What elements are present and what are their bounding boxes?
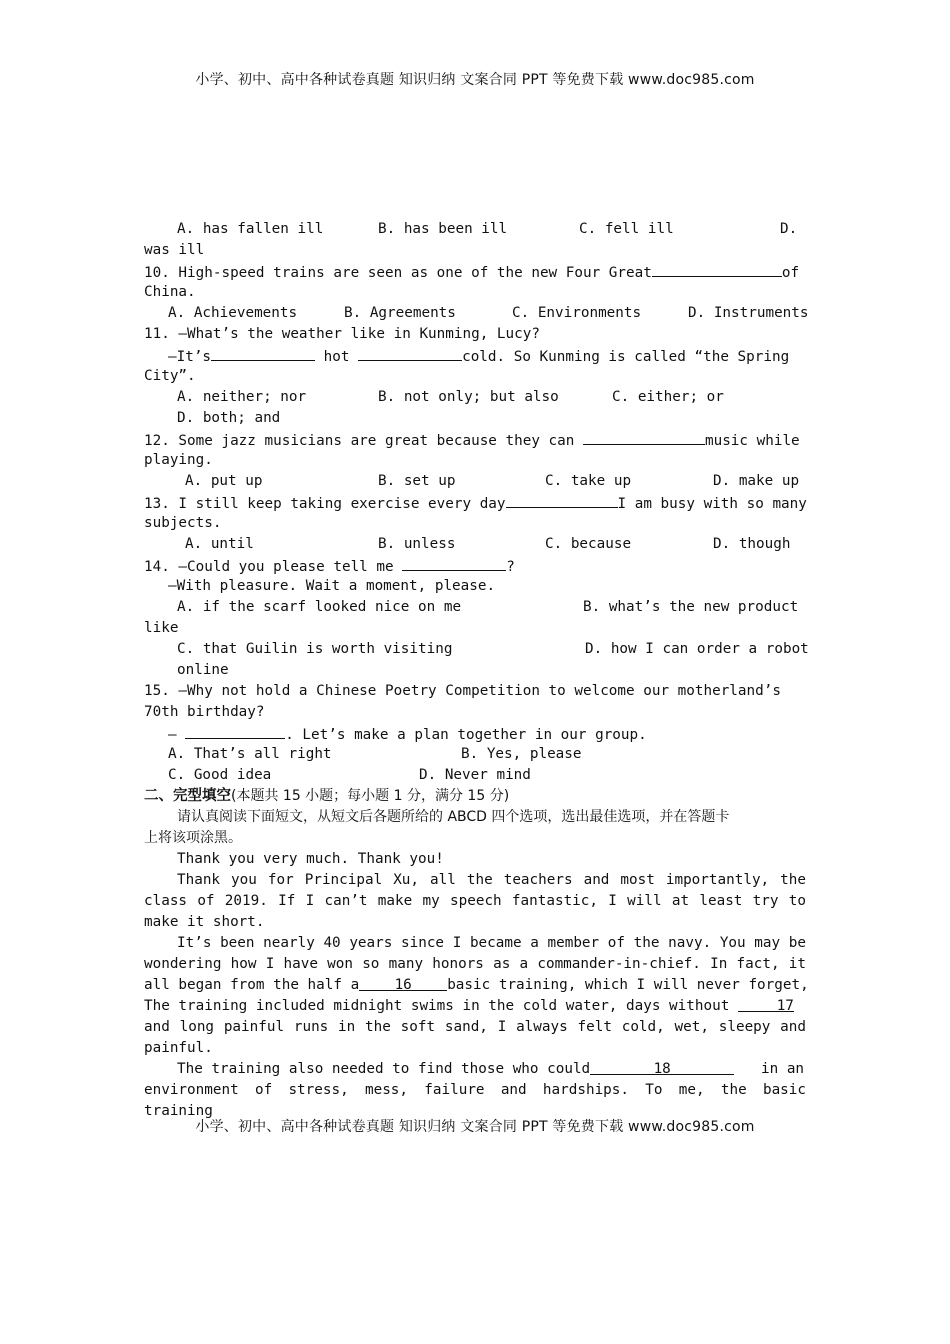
passage-p4-line2: environment of stress, mess, failure and hardships. To me, the basic training [144,1082,806,1119]
q15-stem-line1: 15. —Why not hold a Chinese Poetry Competition to welcome our motherland’s [144,683,781,699]
q14-stem-part-b: ? [506,559,515,575]
q10-stem-line2: China. [144,284,196,300]
section-2-heading [144,786,806,807]
passage-p3-line3 [144,975,809,996]
section-2-note: (本题共 15 小题；每小题 1 分，满分 15 分) [231,788,510,804]
q13-stem-part-a: 13. I still keep taking exercise every day [144,496,506,512]
q14-stem-line1 [144,555,806,576]
passage-p4-line1 [144,1059,806,1080]
q11-stem-part-c: cold. So Kunming is called “the Spring [462,349,790,365]
q11-blank-1 [211,345,315,361]
q14-option-d: D. how I can order a robot [585,641,809,657]
q11-stem-line1: 11. —What’s the weather like in Kunming, Lucy? [144,326,540,342]
q13-option-b: B. unless [378,536,456,552]
q12-option-a: A. put up [185,473,263,489]
q12-stem-line2: playing. [144,452,213,468]
q10-stem-text: 10. High-speed trains are seen as one of the new Four Great [144,265,652,281]
q11-option-b: B. not only; but also [378,389,559,405]
passage-p3-line4 [144,996,806,1017]
q15-stem-line3 [144,723,806,744]
q13-answer-blank [506,492,618,508]
q14-option-a: A. if the scarf looked nice on me [177,599,462,615]
q15-option-b: B. Yes, please [461,746,582,762]
q12-option-b: B. set up [378,473,456,489]
passage-p3-line4-a: The training included midnight swims in the cold water, days without [144,998,730,1014]
q15-option-d: D. Never mind [419,767,531,783]
passage-p3-line6: painful. [144,1040,213,1056]
q15-answer-blank [185,723,285,739]
passage-p2-line3: make it short. [144,914,265,930]
q12-stem-line1 [144,429,806,450]
q14-option-c: C. that Guilin is worth visiting [177,641,453,657]
q13-option-a: A. until [185,536,254,552]
q12-options [144,471,806,492]
q11-stem-part-a: —It’s [168,349,212,365]
q9-options [144,219,806,240]
q11-stem-line3: City”. [144,368,196,384]
q9-option-a: A. has fallen ill [177,221,324,237]
exam-content [144,219,809,1119]
passage-p2-line2: class of 2019. If I can’t make my speech fantastic, I will at least try to [144,893,806,909]
q14-stem-line2: —With pleasure. Wait a moment, please. [168,578,496,594]
q11-options-row2 [144,408,806,429]
cloze-blank-17: 17 [738,996,794,1012]
q13-stem-part-b: I am busy with so many [617,496,807,512]
q14-option-b: B. what’s the new product [583,599,799,615]
q10-stem-line1 [144,261,806,282]
passage-p3-line2: wondering how I have won so many honors as a commander-in-chief. In fact, it [144,956,806,972]
q12-stem-part-a: 12. Some jazz musicians are great because they can [144,433,575,449]
q15-options-row1 [144,744,806,765]
passage-p2-line1: Thank you for Principal Xu, all the teachers and most importantly, the [177,872,806,888]
section-2-title: 二、完型填空 [144,788,231,804]
q15-stem-part-b: . Let’s make a plan together in our group. [285,727,647,743]
q11-options-row1 [144,387,806,408]
passage-p4-line1-b: in an [761,1061,805,1077]
passage-p3-line3-b: basic training, which I will never forget, [447,977,809,993]
section-2-instruction-line1: 请认真阅读下面短文，从短文后各题所给的 ABCD 四个选项，选出最佳选项，并在答题卡 [177,809,730,825]
q11-option-c: C. either; or [612,389,724,405]
passage-p4-line1-a: The training also needed to find those who could [177,1061,591,1077]
q9-option-d-cont: was ill [144,242,205,258]
section-2-instruction-line2: 上将该项涂黑。 [144,830,242,846]
q14-option-d-cont: online [177,662,229,678]
q13-options [144,534,806,555]
cloze-blank-16: 16 [359,975,447,991]
q10-options [144,303,809,324]
q11-stem-line2 [144,345,806,366]
page-footer: 小学、初中、高中各种试卷真题 知识归纳 文案合同 PPT 等免费下载 www.doc985.com [195,1119,755,1135]
page-header: 小学、初中、高中各种试卷真题 知识归纳 文案合同 PPT 等免费下载 www.doc985.com [195,72,755,88]
q12-answer-blank [583,429,705,445]
q9-option-d: D. [780,221,798,237]
q12-option-d: D. make up [713,473,800,489]
q9-option-c: C. fell ill [579,221,674,237]
q10-option-c: C. Environments [512,305,642,321]
q15-option-a: A. That’s all right [168,746,332,762]
q10-option-d: D. Instruments [688,305,809,321]
q14-stem-part-a: 14. —Could you please tell me [144,559,394,575]
q11-stem-part-b: hot [323,349,350,365]
q13-option-c: C. because [545,536,632,552]
passage-p3-line5: and long painful runs in the soft sand, I always felt cold, wet, sleepy and [144,1019,806,1035]
q13-stem-line1 [144,492,806,513]
q15-stem-line2: 70th birthday? [144,704,265,720]
passage-p1: Thank you very much. Thank you! [177,851,444,867]
q14-options-row1 [144,597,806,618]
q13-stem-line2: subjects. [144,515,222,531]
q15-options-row2 [144,765,806,786]
passage-p3-line1: It’s been nearly 40 years since I became a member of the navy. You may be [177,935,806,951]
q12-option-c: C. take up [545,473,632,489]
q13-option-d: D. though [713,536,791,552]
q12-stem-part-b: music while [704,433,800,449]
q14-options-row2 [144,639,809,660]
q10-stem-text-b: of [781,265,800,281]
q10-answer-blank [652,261,782,277]
passage-p3-line3-a: all began from the half a [144,977,360,993]
cloze-blank-18: 18 [590,1059,734,1075]
q14-option-b-cont: like [144,620,179,636]
q15-stem-dash: — [168,727,177,743]
q11-blank-2 [358,345,462,361]
q10-option-a: A. Achievements [168,305,298,321]
q14-answer-blank [402,555,506,571]
q11-option-d: D. both; and [177,410,281,426]
q11-option-a: A. neither; nor [177,389,307,405]
q10-option-b: B. Agreements [344,305,456,321]
q9-option-b: B. has been ill [378,221,508,237]
q15-option-c: C. Good idea [168,767,272,783]
